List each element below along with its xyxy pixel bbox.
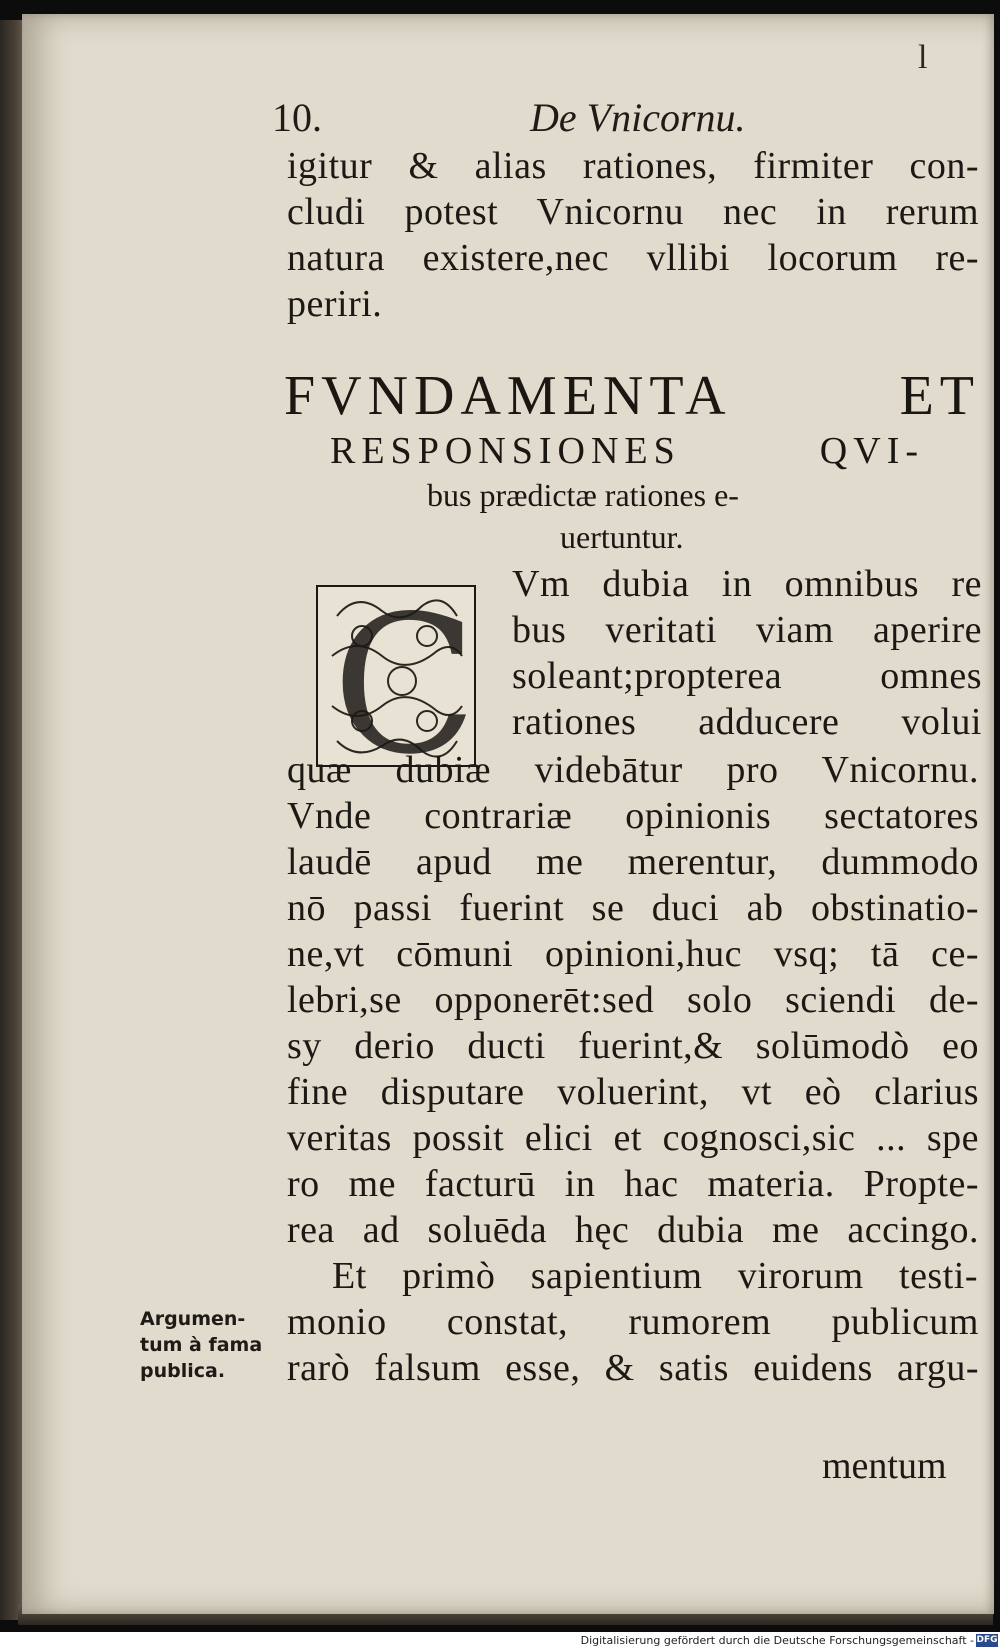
- text-line: laudē apud me merentur, dummodo: [287, 841, 979, 883]
- text-line: nō passi fuerint se duci ab obstinatio-: [287, 887, 979, 929]
- text-line: sy derio ducti fuerint,& solūmodò eo: [287, 1025, 979, 1067]
- section-heading: FVNDAMENTA ET: [284, 365, 980, 427]
- section-subheading-end: uertuntur.: [560, 519, 684, 555]
- dfg-logo: DFG: [976, 1635, 998, 1645]
- text-line: ne,vt cōmuni opinioni,huc vsq; tā ce-: [287, 933, 979, 975]
- text-line: rarò falsum esse, & satis euidens argu-: [287, 1347, 979, 1389]
- section-subheading-line: bus prædictæ rationes e-: [427, 477, 739, 513]
- text-line: periri.: [287, 283, 383, 325]
- text-line: Vnde contrariæ opinionis sectatores: [287, 795, 979, 837]
- text-line: quæ dubiæ videbātur pro Vnicornu.: [287, 749, 979, 791]
- text-line: cludi potest Vnicornu nec in rerum: [287, 191, 979, 233]
- drop-cap-letter: C: [332, 576, 478, 776]
- margin-note: [140, 1306, 290, 1384]
- margin-note-line: Argumen-: [140, 1308, 246, 1330]
- running-title: De Vnicornu.: [530, 95, 746, 140]
- drop-cap-ornament: [307, 576, 485, 776]
- text-line: ro me facturū in hac materia. Propte-: [287, 1163, 979, 1205]
- text-line: rea ad soluēda hęc dubia me accingo.: [287, 1209, 979, 1251]
- text-line: veritas possit elici et cognosci,sic ... spe: [287, 1117, 979, 1159]
- text-line: monio constat, rumorem publicum: [287, 1301, 979, 1343]
- section-subheading: RESPONSIONES QVI-: [330, 430, 924, 472]
- book-page: [22, 14, 994, 1614]
- text-line: rationes adducere volui: [512, 701, 982, 743]
- margin-note-line: tum à fama: [140, 1334, 263, 1356]
- text-line: fine disputare voluerint, vt eò clarius: [287, 1071, 979, 1113]
- corner-mark: l: [918, 39, 928, 76]
- text-line: natura existere,nec vllibi locorum re-: [287, 237, 979, 279]
- text-line: bus veritati viam aperire: [512, 609, 982, 651]
- decorated-initial: [307, 576, 485, 776]
- text-line: Vm dubia in omnibus re: [512, 563, 982, 605]
- page-number: 10.: [272, 95, 322, 140]
- text-line: Et primò sapientium virorum testi-: [332, 1255, 978, 1297]
- catchword: mentum: [822, 1445, 947, 1487]
- text-line: soleant;propterea omnes: [512, 655, 982, 697]
- digitization-credit: Digitalisierung gefördert durch die Deutsche Forschungsgemeinschaft -: [580, 1634, 974, 1647]
- margin-note-line: publica.: [140, 1360, 226, 1382]
- text-line: lebri,se opponerēt:sed solo sciendi de-: [287, 979, 979, 1021]
- text-line: igitur & alias rationes, firmiter con-: [287, 145, 979, 187]
